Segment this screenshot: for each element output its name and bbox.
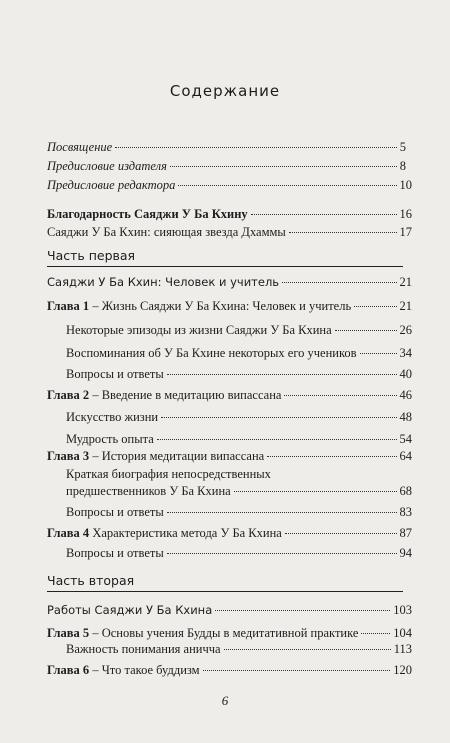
- entry-text: Вопросы и ответы: [66, 546, 164, 560]
- entry-page: 87: [399, 526, 412, 540]
- entry-text: – Основы учения Будды в медитативной практике: [89, 626, 359, 640]
- entry-text: Посвящение: [47, 140, 113, 154]
- chapter-label: Глава 5: [47, 626, 90, 640]
- toc-entry: [47, 139, 406, 159]
- entry-text: – Жизнь Саяджи У Ба Кхина: Человек и учитель: [89, 299, 352, 313]
- entry-text-line2: предшественников У Ба Кхина: [66, 484, 231, 498]
- entry-page: 64: [399, 449, 412, 463]
- leader-dots: [161, 417, 396, 418]
- chapter-entry: [47, 448, 412, 468]
- entry-page: 68: [399, 484, 412, 498]
- entry-page: 10: [399, 178, 412, 192]
- entry-text: Характеристика метода У Ба Кхина: [89, 526, 282, 540]
- chapter-label: Глава 3: [47, 449, 90, 463]
- leader-dots: [354, 306, 396, 307]
- entry-page: 113: [393, 642, 412, 656]
- toc-entry: [66, 545, 412, 565]
- leader-dots: [215, 610, 390, 611]
- page-title: Содержание: [169, 82, 281, 100]
- entry-page: 103: [393, 603, 412, 617]
- leader-dots: [170, 166, 397, 167]
- chapter-label: Глава 1: [47, 299, 90, 313]
- entry-page: 21: [399, 299, 412, 313]
- leader-dots: [167, 553, 397, 554]
- entry-page: 26: [399, 323, 412, 337]
- toc-entry: [66, 345, 412, 365]
- chapter-entry: [47, 298, 412, 318]
- entry-page: 94: [399, 546, 412, 560]
- leader-dots: [284, 395, 396, 396]
- leader-dots: [251, 214, 397, 215]
- section-entry: [47, 274, 412, 294]
- chapter-entry: [47, 662, 412, 682]
- chapter-label: Глава 4: [47, 526, 90, 540]
- entry-page: 83: [399, 505, 412, 519]
- entry-page: 46: [399, 388, 412, 402]
- entry-page: 8: [399, 159, 406, 173]
- toc-entry: [47, 177, 412, 197]
- chapter-label: Глава 2: [47, 388, 90, 402]
- entry-text: Мудрость опыта: [66, 432, 154, 446]
- entry-text: – Что такое буддизм: [89, 663, 200, 677]
- toc-entry: [47, 224, 412, 244]
- entry-page: 34: [399, 346, 412, 360]
- leader-dots: [167, 512, 397, 513]
- entry-page: 16: [399, 207, 412, 221]
- entry-text: Предисловие издателя: [47, 159, 167, 173]
- part-heading: Часть вторая: [47, 573, 403, 592]
- entry-text: Некоторые эпизоды из жизни Саяджи У Ба Кхина: [66, 323, 332, 337]
- toc-entry: [66, 641, 412, 661]
- chapter-label: Глава 6: [47, 663, 90, 677]
- toc-entry: [66, 504, 412, 524]
- chapter-entry: [47, 387, 412, 407]
- leader-dots: [360, 353, 397, 354]
- entry-page: 40: [399, 367, 412, 381]
- page-number: 6: [221, 693, 229, 708]
- leader-dots: [224, 649, 391, 650]
- toc-entry: [47, 206, 412, 226]
- entry-text: Важность понимания аничча: [66, 642, 221, 656]
- entry-text: – История медитации випассана: [89, 449, 265, 463]
- toc-entry: [66, 409, 412, 429]
- entry-text: Предисловие редактора: [47, 178, 176, 192]
- entry-page: 21: [399, 275, 412, 289]
- leader-dots: [285, 533, 397, 534]
- leader-dots: [267, 456, 396, 457]
- leader-dots: [289, 232, 397, 233]
- entry-text: – Введение в медитацию випассана: [89, 388, 282, 402]
- entry-page: 5: [399, 140, 406, 154]
- leader-dots: [157, 439, 397, 440]
- entry-page: 54: [399, 432, 412, 446]
- section-entry: [47, 602, 412, 622]
- entry-text: Вопросы и ответы: [66, 367, 164, 381]
- leader-dots: [115, 147, 397, 148]
- entry-text: Искусство жизни: [66, 410, 159, 424]
- toc-entry: [66, 322, 412, 342]
- toc-entry: [47, 158, 406, 178]
- toc-entry: [66, 483, 412, 503]
- leader-dots: [167, 374, 397, 375]
- entry-page: 48: [399, 410, 412, 424]
- entry-page: 104: [393, 626, 412, 640]
- entry-text: Краткая биография непосредственных: [66, 467, 271, 481]
- part-heading: Часть первая: [47, 248, 403, 267]
- section-text: Работы Саяджи У Ба Кхина: [47, 603, 213, 617]
- chapter-entry: [47, 525, 412, 545]
- entry-text: Благодарность Саяджи У Ба Кхину: [47, 207, 248, 221]
- leader-dots: [234, 491, 397, 492]
- entry-page: 17: [399, 225, 412, 239]
- leader-dots: [203, 670, 391, 671]
- entry-text: Вопросы и ответы: [66, 505, 164, 519]
- entry-page: 120: [393, 663, 412, 677]
- section-text: Саяджи У Ба Кхин: Человек и учитель: [47, 275, 280, 289]
- leader-dots: [335, 330, 397, 331]
- entry-text: Саяджи У Ба Кхин: сияющая звезда Дхаммы: [47, 225, 286, 239]
- leader-dots: [282, 282, 396, 283]
- toc-entry: [66, 366, 412, 386]
- leader-dots: [178, 185, 396, 186]
- leader-dots: [361, 633, 390, 634]
- entry-text: Воспоминания об У Ба Кхине некоторых его учеников: [66, 346, 357, 360]
